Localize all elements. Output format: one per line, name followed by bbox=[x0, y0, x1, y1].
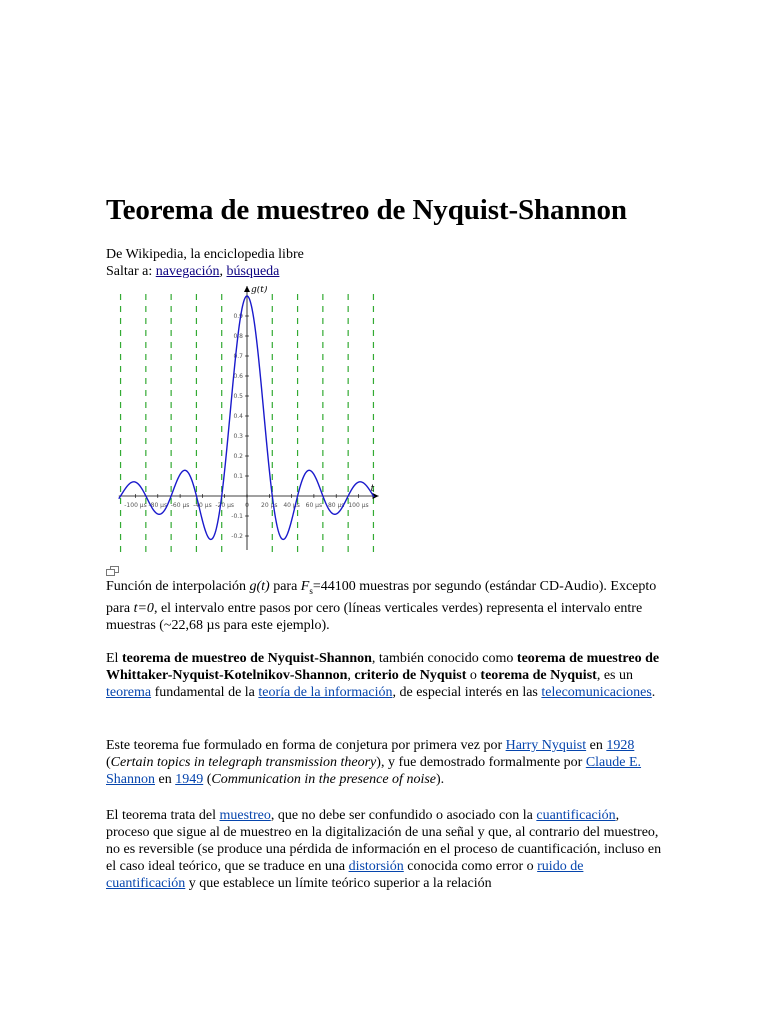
x-tick-label: 100 µs bbox=[348, 502, 369, 509]
y-tick-label: 0.6 bbox=[233, 373, 243, 380]
x-axis-label: t bbox=[370, 484, 375, 494]
paragraph-sampling: El teorema trata del muestreo, que no debe ser confundido o asociado con la cuantificación, proceso que sigue al de muestreo en la digitalización de una señal y que, al contrario del muestreo, no es reversible (se produce una pérdida de información en el proceso de cuantificación, incluso en el caso ideal teórico, que se traduce en una distorsión conocida como error o ruido de cuantificación y que establece un límite teórico superior a la relación bbox=[106, 808, 662, 891]
y-tick-label: -0.1 bbox=[231, 513, 243, 520]
link-distorsion[interactable]: distorsión bbox=[348, 859, 404, 874]
x-tick-label: -60 µs bbox=[170, 502, 190, 509]
y-axis-label: g(t) bbox=[251, 286, 268, 295]
y-tick-label: 0.1 bbox=[233, 473, 243, 480]
paragraph-intro: El teorema de muestreo de Nyquist-Shannon, también conocido como teorema de muestreo de Whittaker-Nyquist-Kotelnikov-Shannon, criterio de Nyquist o teorema de Nyquist, es un teorema fundamental de la teoría de la información, de especial interés en las telecomunicaciones. bbox=[106, 651, 660, 700]
link-teoria-informacion[interactable]: teoría de la información bbox=[258, 685, 393, 700]
jump-prefix: Saltar a: bbox=[106, 264, 156, 279]
x-tick-label: -80 µs bbox=[148, 502, 168, 509]
link-ruido-cuantificacion[interactable]: ruido de cuantificación bbox=[106, 859, 584, 891]
y-tick-label: -0.2 bbox=[231, 533, 243, 540]
site-subtitle: De Wikipedia, la enciclopedia libre bbox=[106, 247, 304, 262]
paragraph-history: Este teorema fue formulado en forma de conjetura por primera vez por Harry Nyquist en 1928 (Certain topics in telegraph transmission theory), y fue demostrado formalmente por Claude E. Shannon en 1949 (Communication in the presence of noise). bbox=[106, 738, 642, 787]
x-tick-label: 0 bbox=[245, 502, 249, 509]
link-claude-shannon[interactable]: Claude E. Shannon bbox=[106, 755, 642, 787]
y-tick-label: 0.3 bbox=[233, 433, 243, 440]
y-tick-label: 0.2 bbox=[233, 453, 243, 460]
page-title: Teorema de muestreo de Nyquist-Shannon bbox=[106, 194, 627, 226]
y-tick-label: 0.7 bbox=[233, 353, 243, 360]
jump-links bbox=[106, 263, 279, 280]
y-tick-label: 0.8 bbox=[233, 333, 243, 340]
navigation-link[interactable]: navegación bbox=[155, 264, 220, 279]
link-1949[interactable]: 1949 bbox=[175, 772, 204, 787]
x-tick-label: 20 µs bbox=[261, 502, 278, 509]
y-tick-label: 0.5 bbox=[233, 393, 243, 400]
x-tick-label: -20 µs bbox=[215, 502, 235, 509]
y-tick-label: 0.4 bbox=[233, 413, 243, 420]
y-tick-label: 0.9 bbox=[233, 313, 243, 320]
interpolation-chart[interactable] bbox=[112, 286, 392, 558]
x-tick-label: 40 µs bbox=[283, 502, 300, 509]
link-1928[interactable]: 1928 bbox=[606, 738, 635, 753]
figure-caption: Función de interpolación g(t) para $F_s=44100$ muestras por segundo (estándar CD-Audio). Excepto para t=0, el intervalo entre pasos por cero (líneas verticales verdes) representa el intervalo entre muestras (~22,68 µs para este ejemplo). bbox=[106, 579, 657, 633]
y-axis-arrow bbox=[244, 286, 250, 292]
enlarge-icon[interactable] bbox=[106, 566, 120, 576]
search-link[interactable]: búsqueda bbox=[226, 264, 280, 279]
x-tick-label: -100 µs bbox=[124, 502, 147, 509]
link-teorema[interactable]: teorema bbox=[106, 685, 152, 700]
jump-separator: , bbox=[219, 264, 227, 279]
x-tick-label: -40 µs bbox=[193, 502, 212, 509]
link-cuantificacion[interactable]: cuantificación bbox=[536, 808, 616, 823]
x-tick-label: 60 µs bbox=[305, 502, 323, 509]
link-harry-nyquist[interactable]: Harry Nyquist bbox=[505, 738, 587, 753]
link-telecomunicaciones[interactable]: telecomunicaciones bbox=[541, 685, 652, 700]
link-muestreo[interactable]: muestreo bbox=[219, 808, 271, 823]
x-tick-label: 80 µs bbox=[327, 502, 345, 509]
